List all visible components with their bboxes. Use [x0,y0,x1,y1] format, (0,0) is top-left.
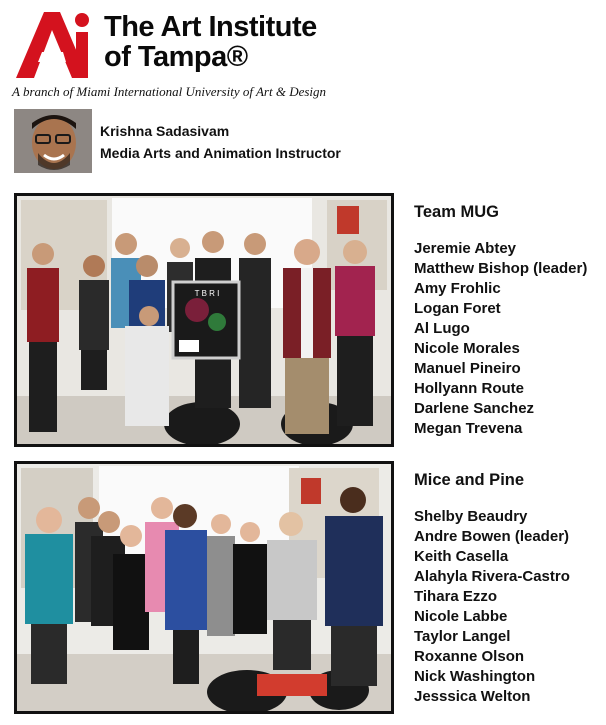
team-mug-member: Matthew Bishop (leader) [414,260,588,277]
mice-and-pine-member: Tihara Ezzo [414,588,498,605]
mice-and-pine-photo [14,461,394,714]
instructor-portrait [14,109,92,173]
mice-and-pine-list [414,470,570,707]
team-mug-group-image [17,196,391,444]
mice-and-pine-member: Taylor Langel [414,628,511,645]
team-mug-member: Manuel Pineiro [414,360,521,377]
team-mug-title: Team MUG [414,203,499,221]
mice-and-pine-member: Shelby Beaudry [414,508,528,525]
school-name-line1: The Art Institute [104,11,317,43]
instructor-photo [14,109,92,173]
ai-logo-mark [14,8,98,80]
mice-and-pine-group-image [17,464,391,711]
team-mug-member: Hollyann Route [414,380,525,397]
instructor-name: Krishna Sadasivam [100,123,230,139]
team-mug-member: Al Lugo [414,320,470,337]
mice-and-pine-member: Alahyla Rivera-Castro [414,568,570,585]
mice-and-pine-member: Nick Washington [414,668,536,685]
instructor-info [100,120,341,164]
team-mug-member: Nicole Morales [414,340,520,357]
school-name-line2: of Tampa® [104,41,248,73]
mice-and-pine-member: Roxanne Olson [414,648,525,665]
mice-and-pine-member: Jesssica Welton [414,688,531,705]
school-name [104,12,317,72]
team-mug-member: Megan Trevena [414,420,523,437]
mice-and-pine-title: Mice and Pine [414,471,525,489]
team-mug-list [414,202,587,439]
team-mug-member: Darlene Sanchez [414,400,535,417]
mice-and-pine-member: Keith Casella [414,548,509,565]
team-mug-member: Jeremie Abtey [414,240,516,257]
team-mug-member: Amy Frohlic [414,280,501,297]
instructor-role: Media Arts and Animation Instructor [100,145,341,161]
mice-and-pine-member: Nicole Labbe [414,608,508,625]
school-logo [12,6,352,102]
poster-text: T B R I [194,289,220,298]
school-tagline: A branch of Miami International University of Art & Design [12,84,327,99]
mice-and-pine-member: Andre Bowen (leader) [414,528,570,545]
team-mug-member: Logan Foret [414,300,501,317]
team-mug-photo [14,193,394,447]
